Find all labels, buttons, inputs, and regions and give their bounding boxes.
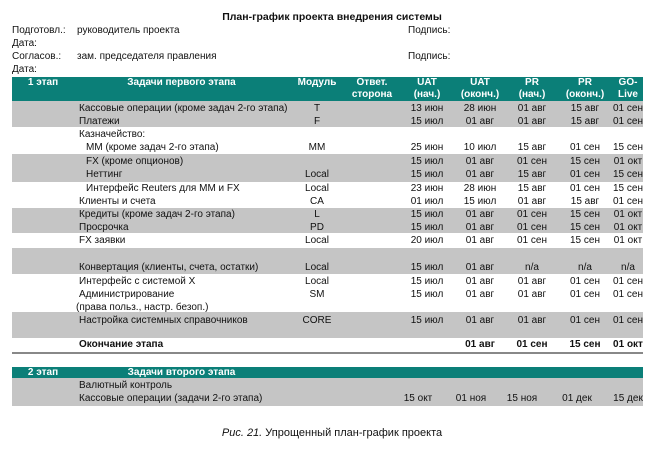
pr-end-cell: 01 сен [570, 276, 600, 287]
module-cell: T [313, 103, 321, 114]
golive-cell: 01 окт [613, 235, 643, 246]
prepared-label: Подготовл.: [12, 25, 66, 36]
stage1-tasks-header: Задачи первого этапа [127, 77, 236, 88]
golive-cell: 15 дек [613, 393, 643, 404]
uat-end-cell: 01 авг [465, 315, 495, 326]
owner-header [345, 77, 399, 101]
uat-end-cell: 01 авг [465, 235, 495, 246]
pr-start-cell: 01 сен [517, 156, 547, 167]
pr-end-cell: 01 сен [570, 289, 600, 300]
pr-start-header-line1: PR [525, 77, 539, 88]
task-name: Интерфейс Reuters для MM и FX [86, 183, 240, 194]
pr-end-cell: 15 авг [570, 196, 600, 207]
approved-label: Согласов.: [12, 51, 62, 62]
document-title: План-график проекта внедрения системы [222, 11, 442, 23]
uat-start-cell: 15 июл [410, 262, 444, 273]
pr-end-cell: 15 сен [570, 156, 600, 167]
golive-header [610, 77, 646, 101]
uat-start-cell: 23 июн [410, 183, 444, 194]
pr-start-cell: 01 сен [517, 209, 547, 220]
golive-header-line2: Live [617, 89, 638, 100]
pr-end-cell: 01 сен [570, 169, 600, 180]
uat-start-cell: 15 июл [410, 156, 444, 167]
signature-label-2: Подпись: [408, 51, 451, 62]
pr-end-cell: 15 авг [570, 103, 600, 114]
pr-start-cell: 01 авг [517, 276, 547, 287]
pr-start-cell: 15 авг [517, 183, 547, 194]
task-name: Просрочка [79, 222, 129, 233]
golive-cell: 01 окт [613, 339, 643, 350]
pr-start-cell: 15 авг [517, 142, 547, 153]
golive-cell: 01 сен [613, 196, 643, 207]
uat-start-cell: 01 июл [410, 196, 444, 207]
task-name: FX заявки [79, 235, 126, 246]
uat-end-cell: 01 авг [465, 276, 495, 287]
uat-start-header-line2: (нач.) [413, 89, 441, 100]
uat-end-cell: 28 июн [463, 183, 497, 194]
uat-end-header-line1: UAT [470, 77, 490, 88]
uat-start-cell: 15 июл [410, 116, 444, 127]
uat-start-cell: 15 июл [410, 276, 444, 287]
pr-start-cell: 01 сен [516, 339, 548, 350]
golive-cell: 01 сен [613, 276, 643, 287]
pr-end-cell: n/a [578, 262, 592, 273]
module-cell: SM [309, 289, 325, 300]
golive-header-line1: GO- [618, 77, 638, 88]
stage2-tasks-header: Задачи второго этапа [127, 367, 236, 378]
uat-end-cell: 01 авг [465, 169, 495, 180]
pr-start-cell: 01 авг [517, 289, 547, 300]
uat-start-header [403, 77, 451, 101]
pr-start-cell: 15 ноя [506, 393, 538, 404]
golive-cell: n/a [621, 262, 635, 273]
pr-end-header [557, 77, 613, 101]
task-name: Конвертация (клиенты, счета, остатки) [79, 262, 259, 273]
task-name: Кассовые операции (задачи 2-го этапа) [79, 393, 263, 404]
date-label-2: Дата: [12, 64, 37, 75]
pr-end-cell: 01 сен [570, 183, 600, 194]
uat-start-cell: 15 окт [403, 393, 433, 404]
module-cell: F [313, 116, 321, 127]
uat-end-header-line2: (оконч.) [460, 89, 500, 100]
uat-start-cell: 15 июл [410, 289, 444, 300]
module-cell: Local [305, 183, 329, 194]
uat-start-cell: 13 июн [410, 103, 444, 114]
uat-end-cell: 01 ноя [455, 393, 487, 404]
module-cell: PD [310, 222, 324, 233]
uat-end-cell: 15 июл [463, 196, 497, 207]
golive-cell: 01 сен [613, 116, 643, 127]
uat-start-cell: 15 июл [410, 222, 444, 233]
uat-start-cell: 25 июн [410, 142, 444, 153]
task-name-line2: (права польз., настр. безоп.) [76, 302, 209, 313]
module-cell: CORE [302, 315, 332, 326]
approved-value: зам. председателя правления [77, 51, 217, 62]
task-name: Настройка системных справочников [79, 315, 248, 326]
golive-cell: 01 окт [613, 156, 643, 167]
pr-end-cell: 01 сен [570, 142, 600, 153]
task-name: Казначейство: [79, 129, 146, 140]
golive-cell: 01 сен [613, 289, 643, 300]
pr-start-header [508, 77, 556, 101]
owner-header-line1: Ответ. [356, 77, 388, 88]
module-cell: Local [305, 276, 329, 287]
golive-cell: 15 сен [613, 169, 643, 180]
pr-end-cell: 15 сен [570, 209, 600, 220]
pr-start-cell: 01 авг [517, 103, 547, 114]
uat-end-cell: 01 авг [465, 262, 495, 273]
prepared-value: руководитель проекта [77, 25, 180, 36]
pr-end-header-line1: PR [578, 77, 592, 88]
pr-end-cell: 15 сен [569, 339, 601, 350]
pr-start-cell: 01 сен [517, 235, 547, 246]
module-cell: Local [305, 262, 329, 273]
pr-end-cell: 15 сен [570, 235, 600, 246]
task-name: Клиенты и счета [79, 196, 156, 207]
pr-start-cell: 01 авг [517, 116, 547, 127]
task-name: Неттинг [86, 169, 123, 180]
pr-end-cell: 15 авг [570, 116, 600, 127]
task-name: FX (кроме опционов) [86, 156, 184, 167]
uat-start-cell: 15 июл [410, 209, 444, 220]
stage1-bottom-rule [12, 352, 643, 354]
figure-caption [0, 427, 664, 439]
module-cell: MM [308, 142, 326, 153]
uat-end-cell: 28 июн [463, 103, 497, 114]
date-label-1: Дата: [12, 38, 37, 49]
signature-label-1: Подпись: [408, 25, 451, 36]
task-name: Кредиты (кроме задач 2-го этапа) [79, 209, 235, 220]
uat-end-cell: 01 авг [465, 209, 495, 220]
uat-end-cell: 01 авг [465, 289, 495, 300]
uat-start-cell: 15 июл [410, 169, 444, 180]
uat-end-cell: 01 авг [465, 116, 495, 127]
uat-end-cell: 10 июл [463, 142, 497, 153]
task-name: Платежи [79, 116, 120, 127]
module-cell: Local [305, 235, 329, 246]
stage-end-label: Окончание этапа [79, 339, 164, 350]
owner-header-line2: сторона [351, 89, 393, 100]
golive-cell: 15 сен [613, 183, 643, 194]
pr-end-cell: 15 сен [570, 222, 600, 233]
module-cell: Local [305, 169, 329, 180]
task-name: MM (кроме задач 2-го этапа) [86, 142, 219, 153]
module-cell: CA [310, 196, 324, 207]
pr-start-cell: 15 авг [517, 169, 547, 180]
uat-end-cell: 01 авг [465, 222, 495, 233]
task-name: Кассовые операции (кроме задач 2-го этапа) [79, 103, 288, 114]
golive-cell: 01 сен [613, 315, 643, 326]
pr-end-cell: 01 дек [562, 393, 592, 404]
uat-start-cell: 20 июл [410, 235, 444, 246]
caption-text: Упрощенный план-график проекта [265, 427, 443, 439]
uat-start-header-line1: UAT [417, 77, 437, 88]
pr-end-header-line2: (оконч.) [565, 89, 605, 100]
pr-start-cell: n/a [525, 262, 539, 273]
uat-start-cell: 15 июл [410, 315, 444, 326]
pr-start-header-line2: (нач.) [518, 89, 546, 100]
caption-prefix: Рис. 21. [221, 427, 263, 439]
task-name: Интерфейс с системой X [79, 276, 196, 287]
golive-cell: 01 окт [613, 222, 643, 233]
uat-end-header [452, 77, 508, 101]
stage1-label: 1 этап [27, 77, 59, 88]
golive-cell: 01 окт [613, 209, 643, 220]
pr-end-cell: 01 сен [570, 315, 600, 326]
pr-start-cell: 01 авг [517, 196, 547, 207]
pr-start-cell: 01 авг [517, 315, 547, 326]
task-name: Администрирование [79, 289, 175, 300]
module-cell: L [314, 209, 320, 220]
golive-cell: 15 сен [613, 142, 643, 153]
stage2-label: 2 этап [27, 367, 59, 378]
golive-cell: 01 сен [613, 103, 643, 114]
task-name: Валютный контроль [79, 380, 173, 391]
uat-end-cell: 01 авг [465, 339, 495, 350]
pr-start-cell: 01 сен [517, 222, 547, 233]
module-header: Модуль [297, 77, 337, 88]
uat-end-cell: 01 авг [465, 156, 495, 167]
